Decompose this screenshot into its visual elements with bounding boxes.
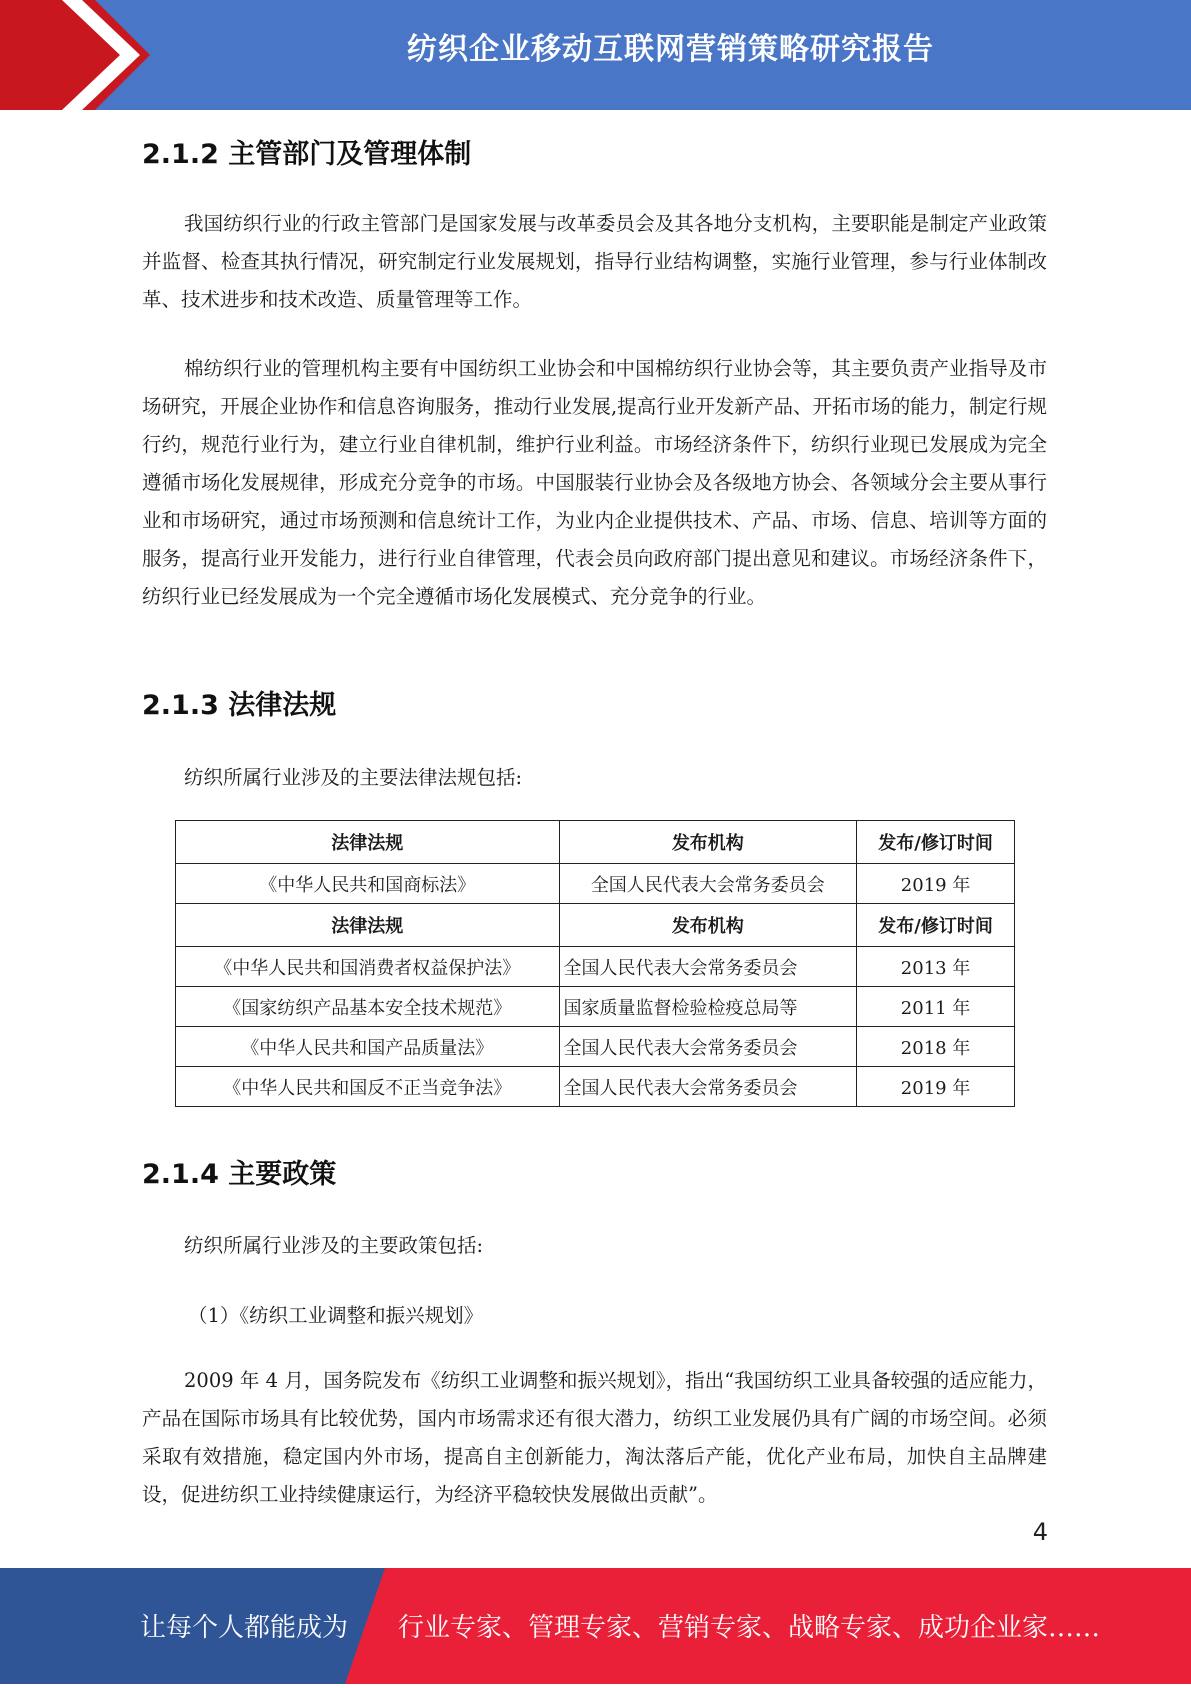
table-header-cell: 发布/修订时间 bbox=[857, 821, 1015, 864]
table-row bbox=[176, 1027, 1015, 1067]
table-cell: 全国人民代表大会常务委员会 bbox=[559, 947, 857, 987]
table-cell: 2011 年 bbox=[857, 987, 1015, 1027]
page-number: 4 bbox=[1032, 1518, 1048, 1546]
table-cell: 《国家纺织产品基本安全技术规范》 bbox=[176, 987, 560, 1027]
table-cell: 2019 年 bbox=[857, 1067, 1015, 1107]
table-header-row bbox=[176, 904, 1015, 947]
table-row bbox=[176, 864, 1015, 904]
footer-slogan-right: 行业专家、管理专家、营销专家、战略专家、成功企业家…… bbox=[398, 1613, 1101, 1643]
paragraph-management-bodies: 棉纺织行业的管理机构主要有中国纺织工业协会和中国棉纺织行业协会等，其主要负责产业指导及市场研究，开展企业协作和信息咨询服务，推动行业发展,提高行业开发新产品、开拓市场的能力，制定行规行约，规范行业行为，建立行业自律机制，维护行业利益。市场经济条件下，纺织行业现已发展成为完全遵循市场化发展规律，形成充分竞争的市场。中国服装行业协会及各级地方协会、各领域分会主要从事行业和市场研究，通过市场预测和信息统计工作，为业内企业提供技术、产品、市场、信息、培训等方面的服务，提高行业开发能力，进行行业自律管理，代表会员向政府部门提出意见和建议。市场经济条件下，纺织行业已经发展成为一个完全遵循市场化发展模式、充分竞争的行业。 bbox=[142, 357, 1047, 608]
policies-intro: 纺织所属行业涉及的主要政策包括: bbox=[184, 1234, 484, 1257]
table-cell: 国家质量监督检验检疫总局等 bbox=[559, 987, 857, 1027]
table-cell: 2019 年 bbox=[857, 864, 1015, 904]
table-header-cell: 发布机构 bbox=[559, 821, 857, 864]
section-heading-2-1-3: 2.1.3 法律法规 bbox=[142, 690, 337, 721]
table-cell: 全国人民代表大会常务委员会 bbox=[559, 1067, 857, 1107]
footer-slogan-left: 让每个人都能成为 bbox=[140, 1613, 349, 1643]
paragraph-policy-detail: 2009 年 4 月，国务院发布《纺织工业调整和振兴规划》，指出“我国纺织工业具备较强的适应能力，产品在国际市场具有比较优势，国内市场需求还有很大潜力，纺织工业发展仍具有广阔的市场空间。必须采取有效措施，稳定国内外市场，提高自主创新能力，淘汰落后产能，优化产业布局，加快自主品牌建设，促进纺织工业持续健康运行，为经济平稳较快发展做出贡献”。 bbox=[142, 1369, 1047, 1506]
table-header-cell: 发布机构 bbox=[559, 904, 857, 947]
laws-intro: 纺织所属行业涉及的主要法律法规包括: bbox=[184, 766, 523, 789]
policy-item-1: （1）《纺织工业调整和振兴规划》 bbox=[188, 1304, 484, 1327]
table-cell: 全国人民代表大会常务委员会 bbox=[559, 1027, 857, 1067]
table-row bbox=[176, 1067, 1015, 1107]
table-cell: 《中华人民共和国消费者权益保护法》 bbox=[176, 947, 560, 987]
table-cell: 全国人民代表大会常务委员会 bbox=[559, 864, 857, 904]
section-heading-2-1-2: 2.1.2 主管部门及管理体制 bbox=[142, 139, 472, 170]
table-header-cell: 法律法规 bbox=[176, 821, 560, 864]
section-heading-2-1-4: 2.1.4 主要政策 bbox=[142, 1159, 337, 1190]
page-footer bbox=[0, 1568, 1191, 1684]
paragraph-administration: 我国纺织行业的行政主管部门是国家发展与改革委员会及其各地分支机构，主要职能是制定产业政策并监督、检查其执行情况，研究制定行业发展规划，指导行业结构调整，实施行业管理，参与行业体制改革、技术进步和技术改造、质量管理等工作。 bbox=[142, 212, 1047, 311]
table-row bbox=[176, 987, 1015, 1027]
laws-table bbox=[175, 820, 1015, 1107]
table-header-row bbox=[176, 821, 1015, 864]
table-header-cell: 发布/修订时间 bbox=[857, 904, 1015, 947]
table-row bbox=[176, 947, 1015, 987]
page-header bbox=[0, 0, 1191, 110]
table-cell: 《中华人民共和国商标法》 bbox=[176, 864, 560, 904]
table-cell: 《中华人民共和国反不正当竞争法》 bbox=[176, 1067, 560, 1107]
table-cell: 《中华人民共和国产品质量法》 bbox=[176, 1027, 560, 1067]
report-title: 纺织企业移动互联网营销策略研究报告 bbox=[407, 32, 934, 67]
table-cell: 2018 年 bbox=[857, 1027, 1015, 1067]
table-header-cell: 法律法规 bbox=[176, 904, 560, 947]
table-cell: 2013 年 bbox=[857, 947, 1015, 987]
